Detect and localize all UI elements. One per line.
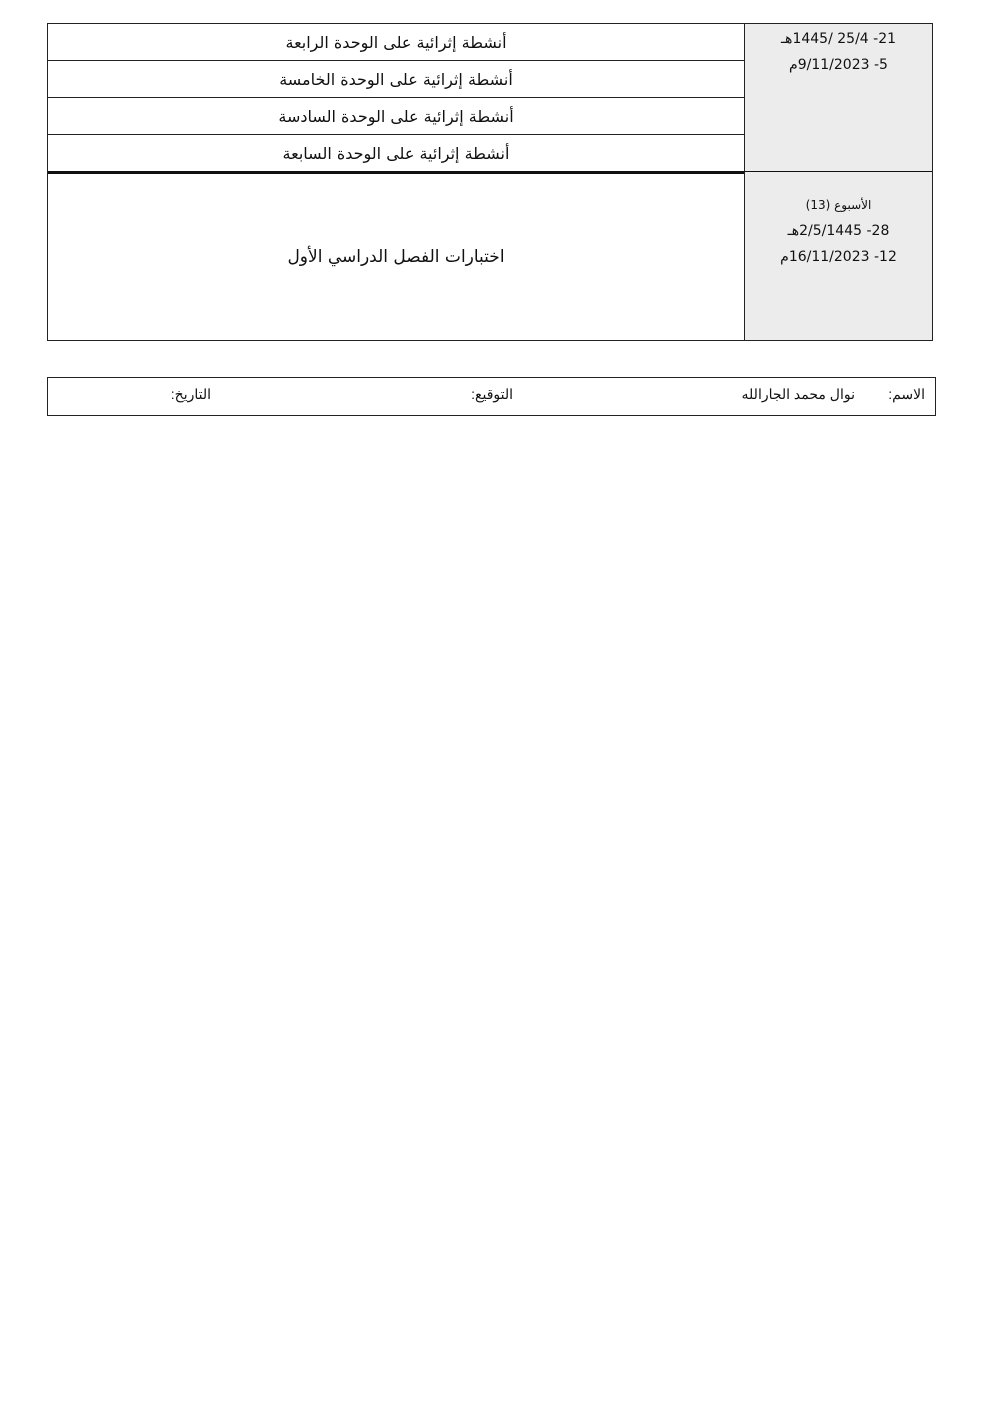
- activity-row: [48, 98, 744, 135]
- hijri-date: 21- 25/4 /1445هـ: [780, 31, 897, 47]
- activity-row: [48, 24, 744, 61]
- week-13-dates-cell: [744, 172, 932, 340]
- teacher-name: نوال محمد الجارالله: [741, 386, 855, 402]
- gregorian-date: 5- 9/11/2023م: [789, 57, 888, 73]
- date-label: التاريخ:: [170, 386, 211, 402]
- activity-text: أنشطة إثرائية على الوحدة الرابعة: [285, 32, 507, 52]
- activity-text: أنشطة إثرائية على الوحدة الخامسة: [279, 69, 513, 89]
- activity-row: [48, 135, 744, 171]
- week-label: الأسبوع (13): [805, 198, 872, 212]
- activity-text: أنشطة إثرائية على الوحدة السادسة: [278, 106, 514, 126]
- plan-table: [47, 23, 933, 341]
- name-label: الاسم:: [888, 386, 925, 402]
- gregorian-date: 12- 16/11/2023م: [780, 249, 897, 265]
- hijri-date: 28- 2/5/1445هـ: [787, 223, 890, 239]
- signature-label: التوقيع:: [471, 386, 513, 402]
- signature-box: [47, 377, 936, 416]
- activity-text: أنشطة إثرائية على الوحدة السابعة: [282, 143, 510, 163]
- exam-cell: [48, 174, 744, 340]
- week-dates-cell: [744, 24, 932, 172]
- activity-row: [48, 61, 744, 98]
- exam-text: اختبارات الفصل الدراسي الأول: [287, 247, 505, 267]
